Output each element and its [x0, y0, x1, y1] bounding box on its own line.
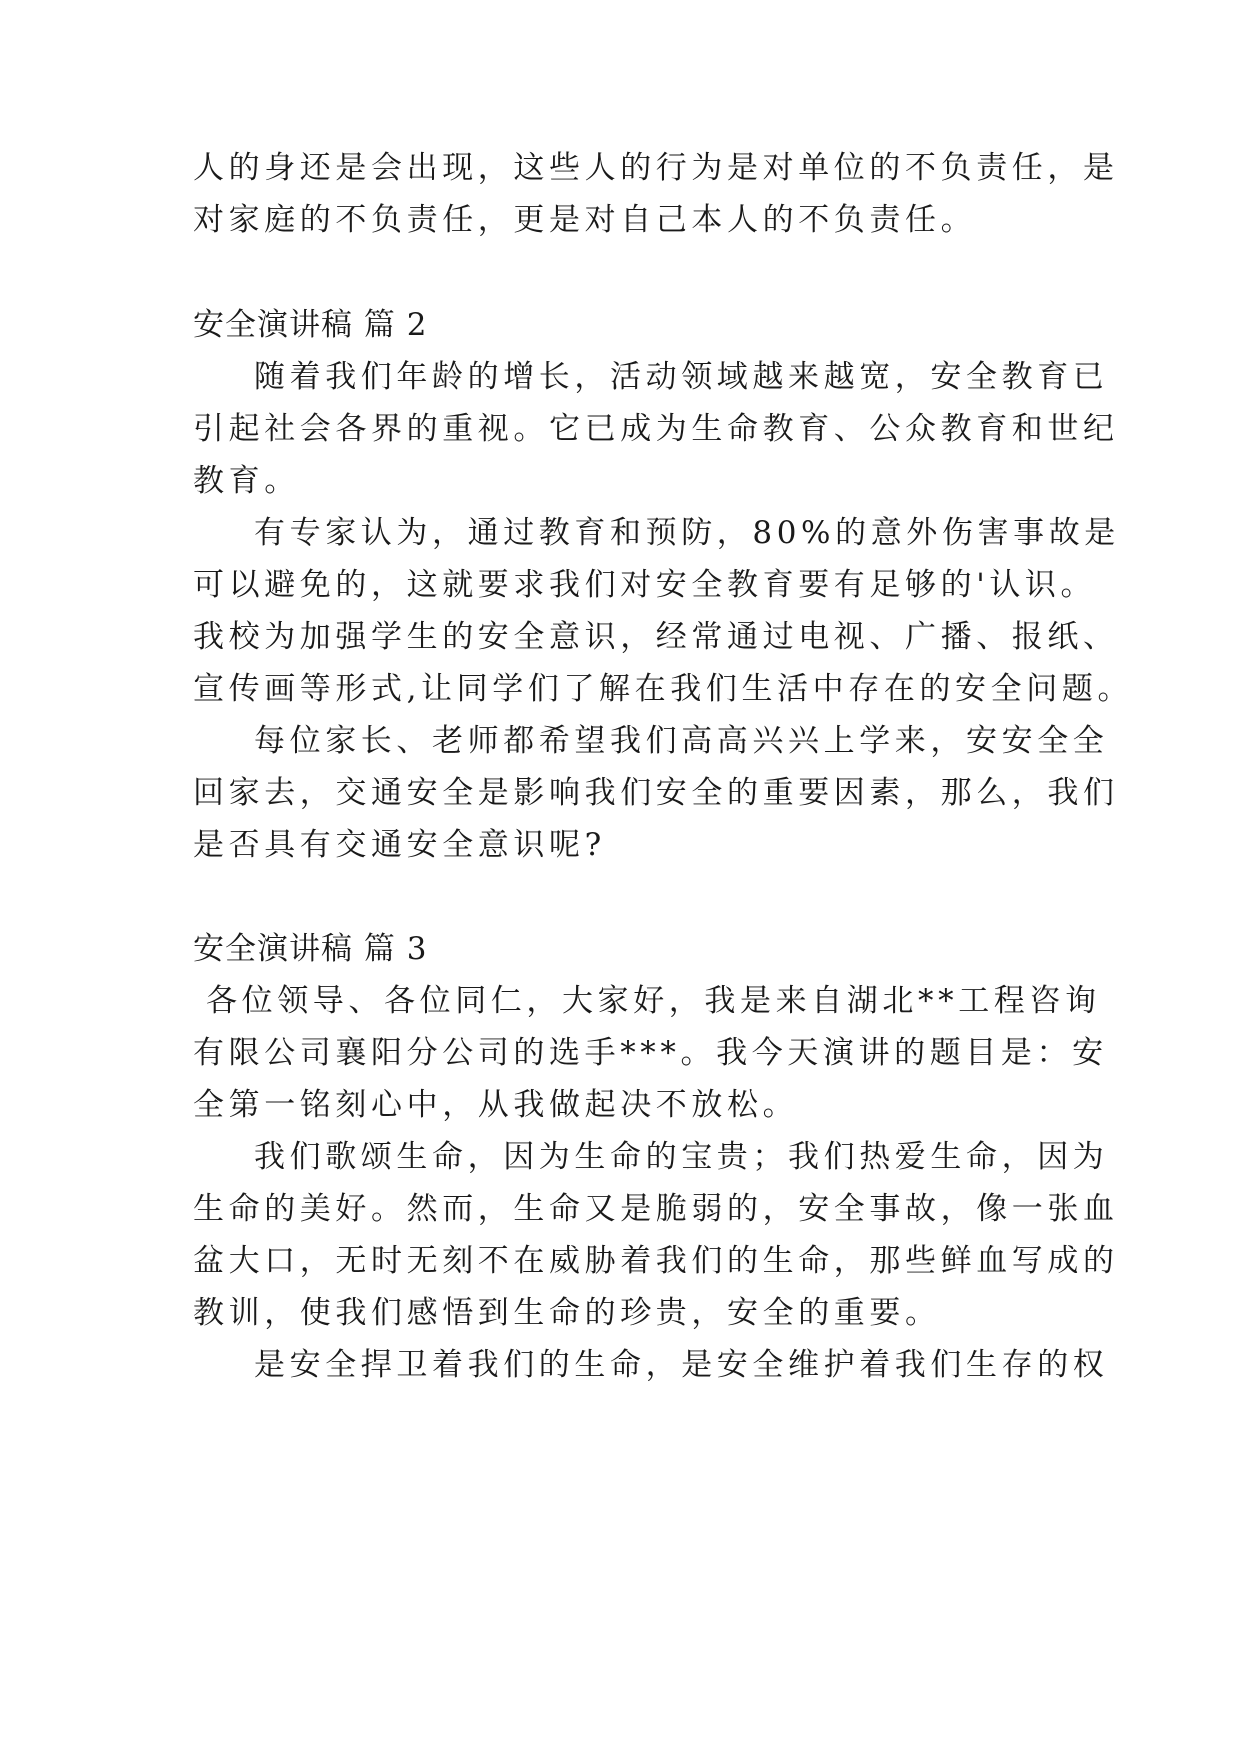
- paragraph-line: 有限公司襄阳分公司的选手***。我今天演讲的题目是：安: [193, 1035, 1108, 1071]
- paragraph-line: 我校为加强学生的安全意识，经常通过电视、广播、报纸、: [193, 619, 1119, 655]
- paragraph-line: 宣传画等形式,让同学们了解在我们生活中存在的安全问题。: [193, 671, 1134, 707]
- paragraph-line: 是安全捍卫着我们的生命，是安全维护着我们生存的权: [254, 1347, 1109, 1383]
- paragraph-line: 教训，使我们感悟到生命的珍贵，安全的重要。: [193, 1295, 941, 1331]
- paragraph-line: 随着我们年龄的增长，活动领域越来越宽，安全教育已: [254, 359, 1109, 395]
- paragraph-line: 生命的美好。然而，生命又是脆弱的，安全事故，像一张血: [193, 1191, 1119, 1227]
- paragraph-line: 盆大口，无时无刻不在威胁着我们的生命，那些鲜血写成的: [193, 1243, 1119, 1279]
- paragraph-line: 人的身还是会出现，这些人的行为是对单位的不负责任，是: [193, 150, 1119, 186]
- paragraph-line: 各位领导、各位同仁，大家好，我是来自湖北**工程咨询: [206, 983, 1101, 1019]
- paragraph-line: 回家去，交通安全是影响我们安全的重要因素，那么，我们: [193, 775, 1119, 811]
- paragraph-line: 对家庭的不负责任，更是对自己本人的不负责任。: [193, 202, 977, 238]
- paragraph-line: 是否具有交通安全意识呢?: [193, 827, 606, 863]
- paragraph-line: 教育。: [193, 463, 300, 499]
- section-heading: 安全演讲稿 篇 2: [193, 307, 428, 343]
- paragraph-line: 全第一铭刻心中，从我做起决不放松。: [193, 1087, 799, 1123]
- paragraph-line: 有专家认为，通过教育和预防，80%的意外伤害事故是: [254, 515, 1120, 551]
- paragraph-line: 每位家长、老师都希望我们高高兴兴上学来，安安全全: [254, 723, 1109, 759]
- paragraph-line: 我们歌颂生命，因为生命的宝贵；我们热爱生命，因为: [254, 1139, 1109, 1175]
- paragraph-line: 引起社会各界的重视。它已成为生命教育、公众教育和世纪: [193, 411, 1119, 447]
- paragraph-line: 可以避免的，这就要求我们对安全教育要有足够的'认识。: [193, 567, 1097, 603]
- section-heading: 安全演讲稿 篇 3: [193, 931, 428, 967]
